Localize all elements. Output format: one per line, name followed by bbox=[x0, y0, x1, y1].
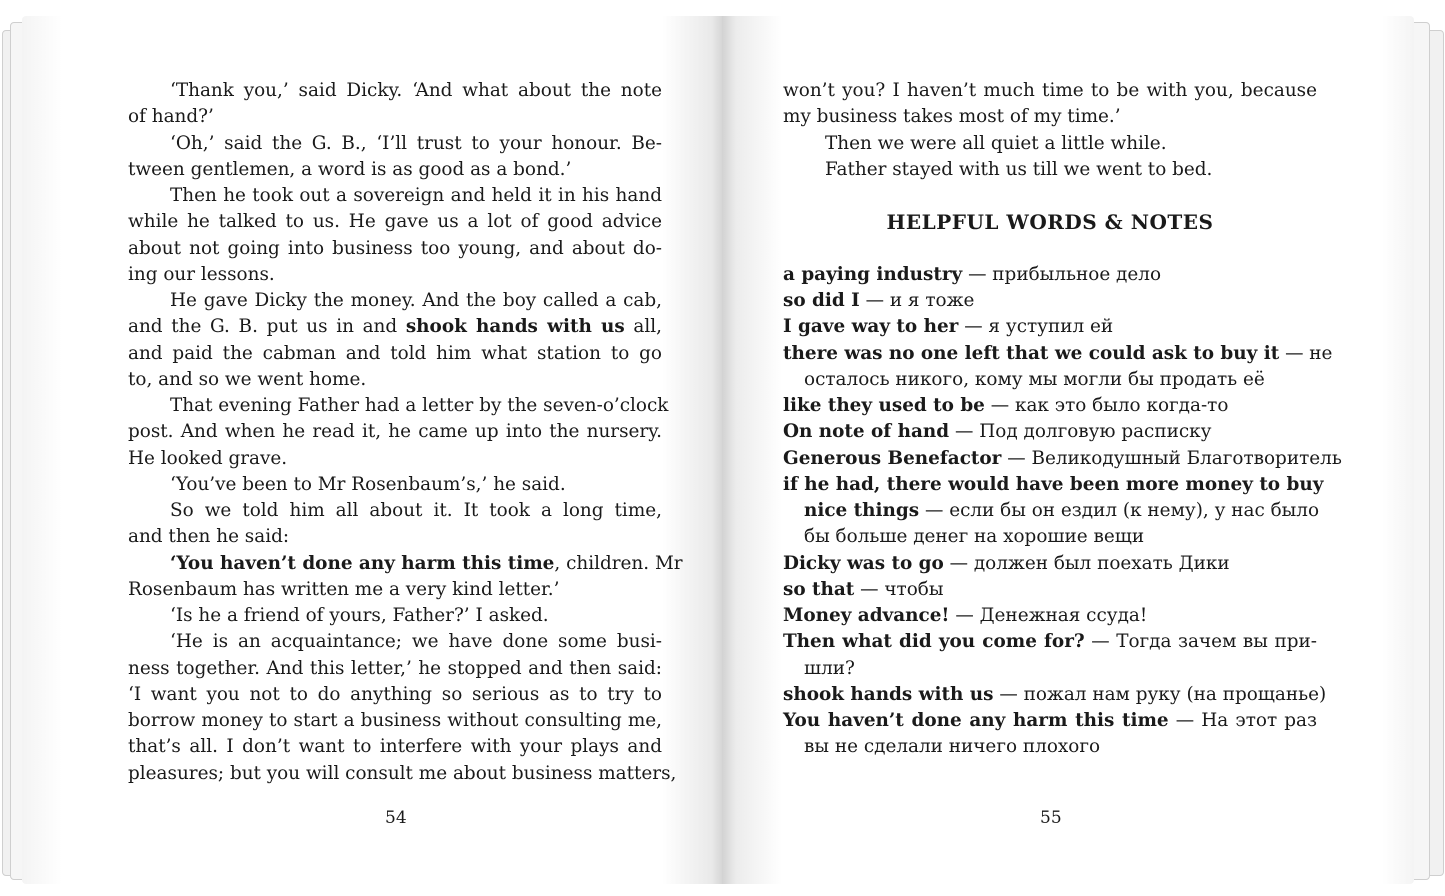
glossary-entry bbox=[783, 341, 1333, 367]
text-run: and the G. B. put us in and bbox=[128, 316, 406, 338]
text-run: all, bbox=[624, 316, 662, 338]
glossary-entry bbox=[783, 577, 1317, 603]
text-line: won’t you? I haven’t much time to be with you, because bbox=[783, 80, 1317, 101]
glossary-entry bbox=[783, 288, 1317, 314]
right-page-text bbox=[783, 78, 1342, 761]
glossary-term: Dicky was to go bbox=[783, 552, 944, 574]
glossary-term: shook hands with us bbox=[783, 683, 994, 705]
text-line: ness together. And this letter,’ he stopped and then said: bbox=[128, 657, 662, 679]
glossary-definition: — и я тоже bbox=[859, 290, 975, 311]
text-line: ‘Is he a friend of yours, Father?’ I asked. bbox=[170, 605, 549, 626]
glossary-term: Then what did you come for? bbox=[783, 631, 1085, 653]
glossary-entry bbox=[783, 472, 1324, 498]
glossary-entry bbox=[783, 629, 1317, 655]
glossary-list bbox=[783, 262, 1342, 761]
glossary-definition: — должен был поехать Дики bbox=[943, 552, 1230, 574]
right-page bbox=[722, 16, 1414, 884]
glossary-entry bbox=[783, 393, 1317, 419]
glossary-definition: — Тогда зачем вы при- bbox=[1084, 631, 1317, 653]
text-line: ‘You’ve been to Mr Rosenbaum’s,’ he said. bbox=[170, 473, 566, 495]
glossary-definition: — Великодушный Благотворитель bbox=[1001, 447, 1342, 469]
glossary-entry bbox=[783, 262, 1317, 288]
glossary-definition: — чтобы bbox=[854, 578, 944, 600]
text-line: So we told him all about it. It took a long time, bbox=[170, 500, 662, 521]
text-line: and then he said: bbox=[128, 526, 290, 548]
text-line: ‘Oh,’ said the G. B., ‘I’ll trust to your honour. Be- bbox=[170, 132, 662, 154]
text-line: Then he took out a sovereign and held it in his hand bbox=[170, 185, 662, 206]
text-line: He gave Dicky the money. And the boy called a cab, bbox=[170, 290, 662, 311]
glossary-term: so that bbox=[783, 578, 855, 600]
glossary-definition: — пожал нам руку (на прощанье) bbox=[993, 683, 1327, 705]
text-line: post. And when he read it, he came up into the nursery. bbox=[128, 421, 662, 443]
section-heading: HELPFUL WORDS & NOTES bbox=[886, 210, 1214, 235]
glossary-continuation: шли? bbox=[804, 657, 855, 679]
glossary-entry bbox=[783, 708, 1317, 734]
text-line: That evening Father had a letter by the seven-o’clock bbox=[170, 395, 669, 416]
glossary-definition: — Под долговую расписку bbox=[949, 421, 1212, 443]
text-line: ing our lessons. bbox=[128, 263, 275, 285]
glossary-definition: — прибыльное дело bbox=[962, 263, 1162, 285]
text-line: my business takes most of my time.’ bbox=[783, 106, 1121, 128]
text-line: to, and so we went home. bbox=[128, 368, 367, 390]
glossary-term: Generous Benefactor bbox=[783, 447, 1002, 469]
text-line: Rosenbaum has written me a very kind letter.’ bbox=[128, 578, 560, 600]
glossary-entry bbox=[783, 314, 1317, 340]
glossary-term: nice things bbox=[804, 500, 920, 521]
text-line: ‘He is an acquaintance; we have done some busi- bbox=[170, 631, 662, 653]
text-line: while he talked to us. He gave us a lot of good advice bbox=[128, 211, 662, 233]
text-line: He looked grave. bbox=[128, 447, 288, 469]
text-line bbox=[128, 551, 683, 577]
text-line: ‘Thank you,’ said Dicky. ‘And what about the note bbox=[170, 80, 662, 101]
text-line: and paid the cabman and told him what station to go bbox=[128, 342, 662, 364]
glossary-term: there was no one left that we could ask to buy it bbox=[783, 342, 1280, 364]
text-line: that’s all. I don’t want to interfere with your plays and bbox=[128, 736, 662, 758]
glossary-term: a paying industry bbox=[783, 263, 963, 285]
text-line: of hand?’ bbox=[128, 106, 214, 128]
page-number: 55 bbox=[1040, 808, 1062, 828]
text-line: borrow money to start a business without consulting me, bbox=[128, 710, 662, 731]
glossary-continuation bbox=[783, 498, 1320, 524]
bold-phrase: ‘You haven’t done any harm this time bbox=[170, 552, 555, 574]
text-run: , children. Mr bbox=[554, 552, 683, 574]
glossary-entry bbox=[783, 682, 1327, 708]
glossary-term: Money advance! bbox=[783, 605, 950, 626]
page-number: 54 bbox=[385, 808, 407, 828]
glossary-definition: — Денежная ссуда! bbox=[949, 605, 1148, 626]
glossary-continuation: вы не сделали ничего плохого bbox=[804, 736, 1101, 758]
left-page-text bbox=[128, 78, 683, 787]
glossary-term: On note of hand bbox=[783, 421, 950, 443]
glossary-definition: — не bbox=[1279, 342, 1333, 364]
text-line: about not going into business too young, and about do- bbox=[128, 237, 662, 259]
glossary-entry bbox=[783, 603, 1317, 629]
glossary-continuation: осталось никого, кому мы могли бы продать её bbox=[804, 368, 1265, 390]
text-line: tween gentlemen, a word is as good as a bond.’ bbox=[128, 158, 572, 180]
bold-phrase: shook hands with us bbox=[405, 316, 625, 338]
text-line bbox=[128, 314, 662, 340]
glossary-definition: — если бы он ездил (к нему), у нас было bbox=[919, 500, 1320, 521]
glossary-entry bbox=[783, 419, 1317, 445]
glossary-entry bbox=[783, 446, 1342, 472]
glossary-term: if he had, there would have been more money to buy bbox=[783, 473, 1324, 495]
glossary-term: You haven’t done any harm this time bbox=[783, 710, 1169, 731]
glossary-definition: — как это было когда-то bbox=[984, 395, 1229, 416]
glossary-definition: — На этот раз bbox=[1168, 710, 1318, 731]
text-line: pleasures; but you will consult me about business matters, bbox=[128, 762, 677, 784]
left-page bbox=[22, 16, 722, 884]
glossary-term: I gave way to her bbox=[783, 316, 959, 338]
glossary-term: like they used to be bbox=[783, 395, 985, 416]
glossary-entry bbox=[783, 551, 1317, 577]
text-line: ‘I want you not to do anything so serious as to try to bbox=[128, 683, 662, 705]
text-line: Then we were all quiet a little while. bbox=[825, 132, 1167, 154]
glossary-term: so did I bbox=[783, 290, 860, 311]
glossary-definition: — я уступил ей bbox=[958, 316, 1114, 338]
glossary-continuation: бы больше денег на хорошие вещи bbox=[804, 526, 1145, 548]
text-line: Father stayed with us till we went to bed. bbox=[825, 158, 1213, 180]
